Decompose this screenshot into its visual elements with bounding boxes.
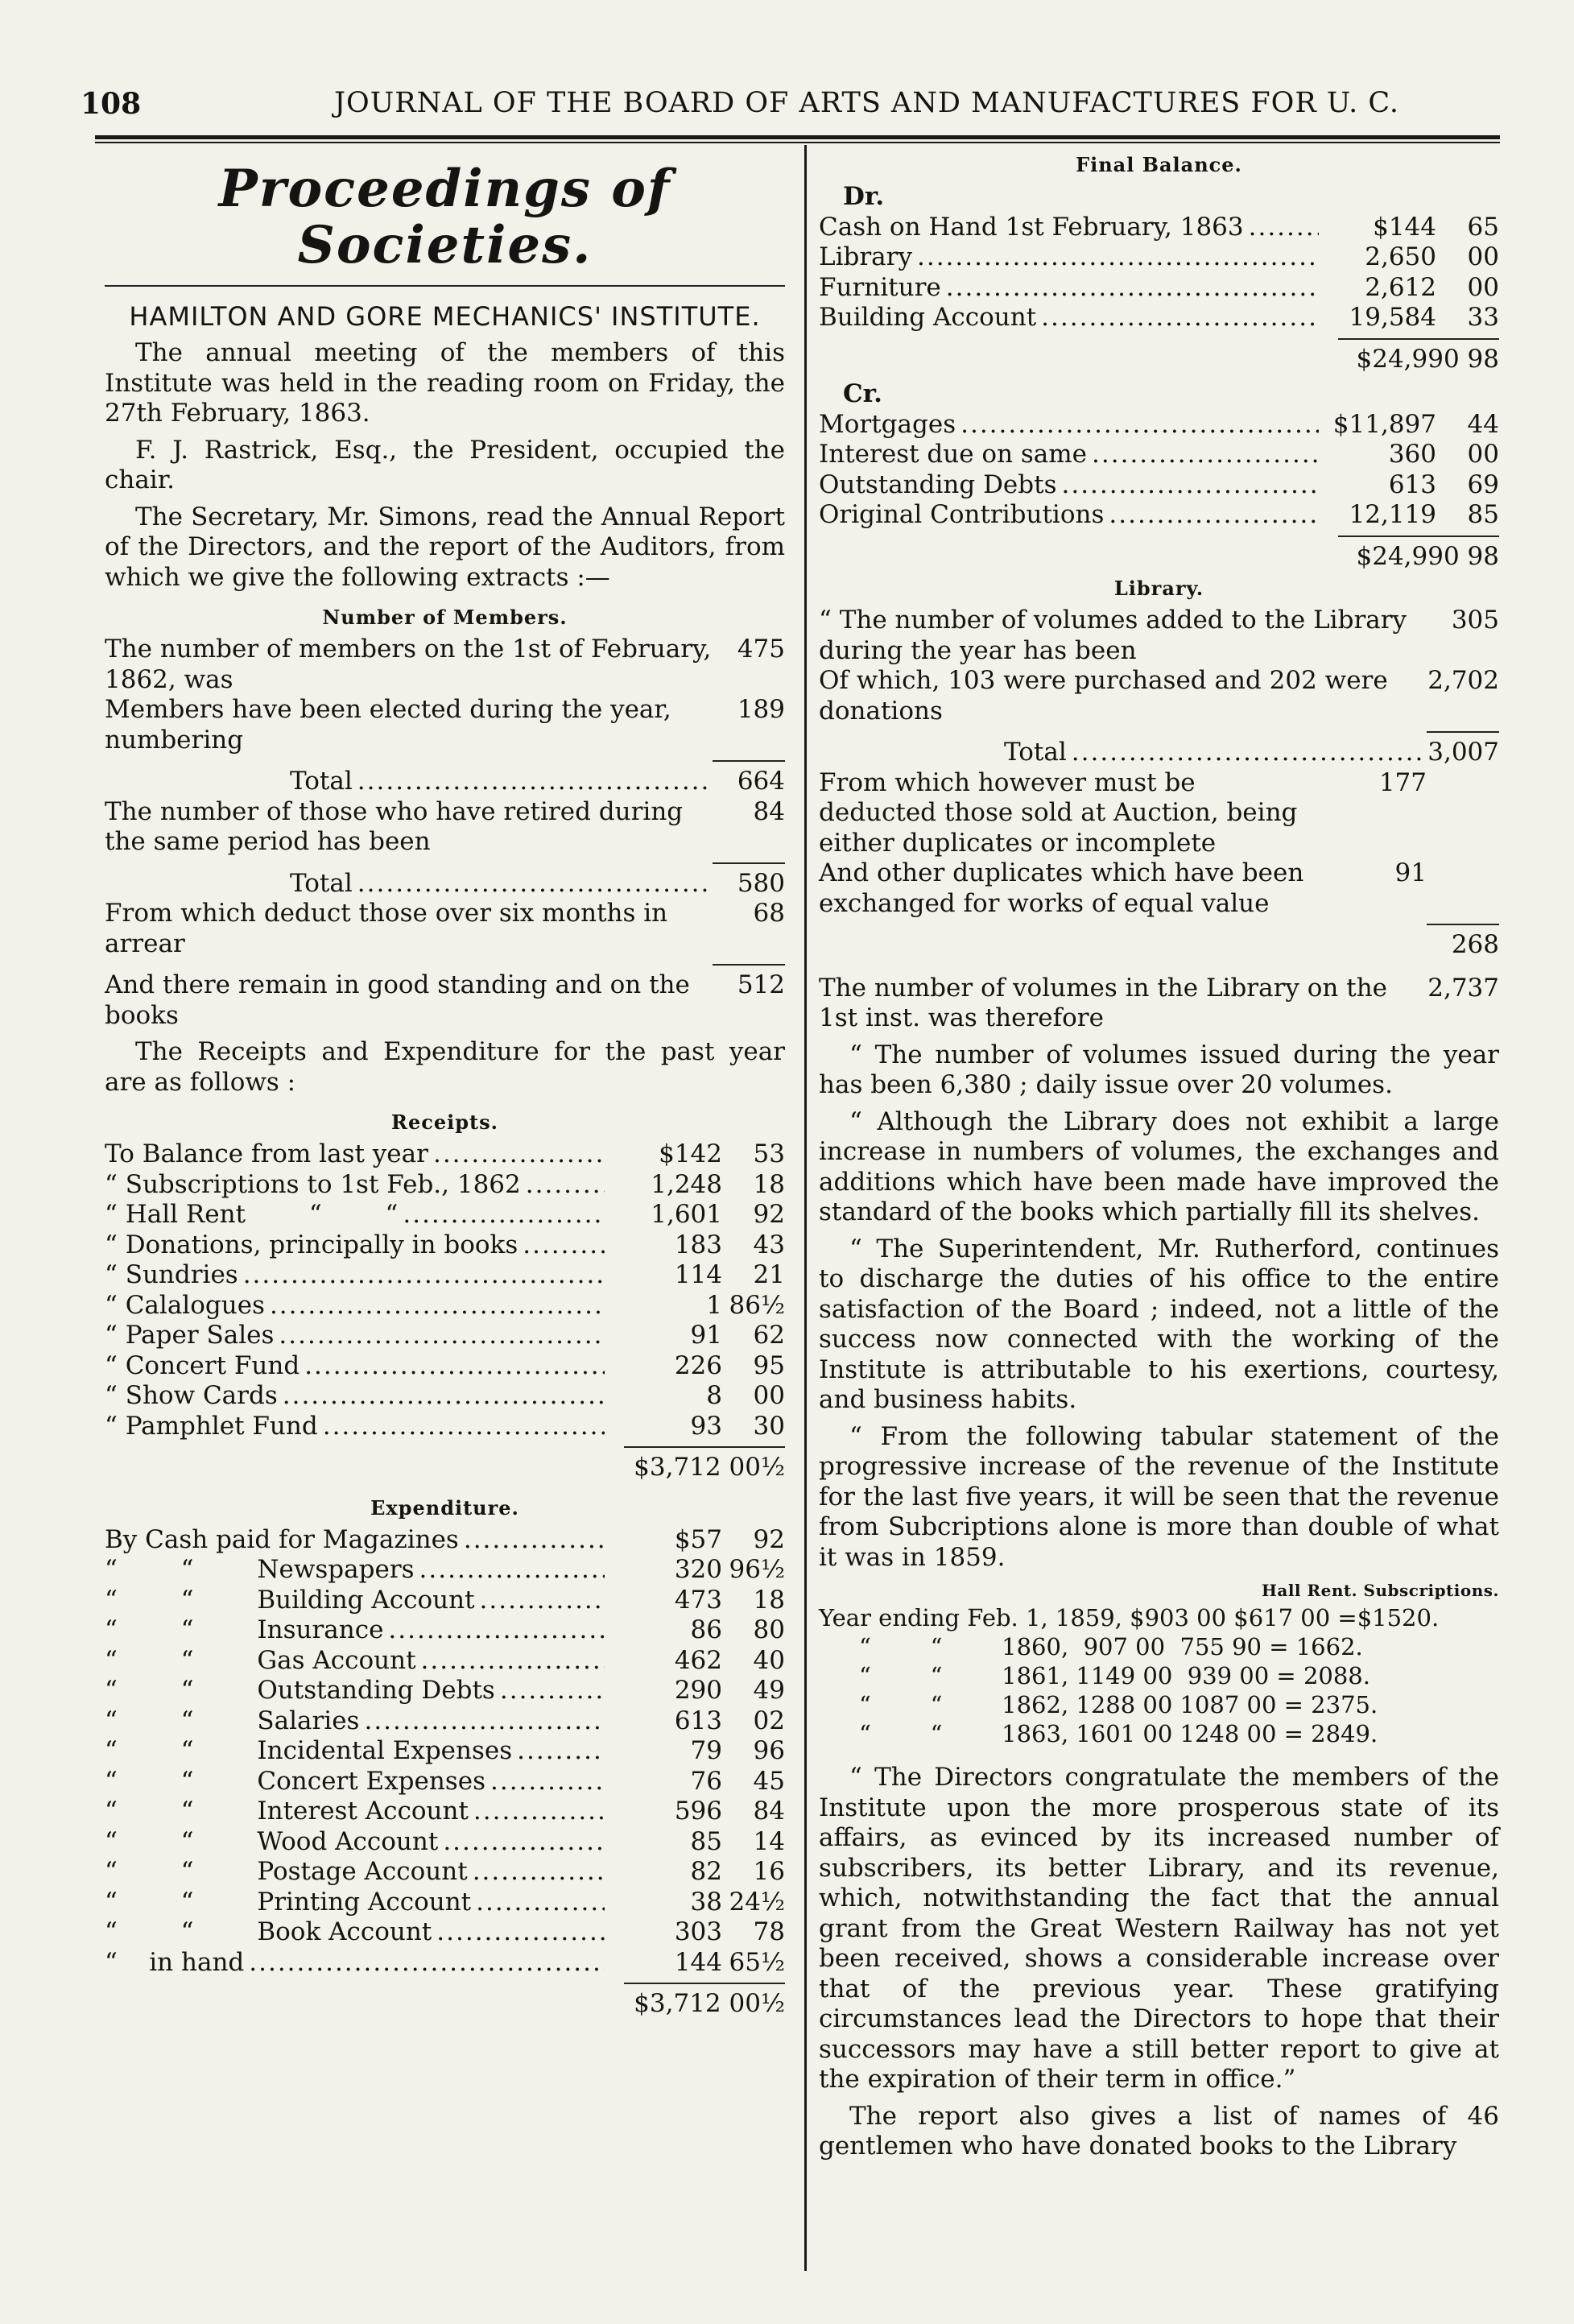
ledger-row: “ Paper Sales ..... 91 62: [105, 1321, 785, 1351]
report-paragraph: “ The Superintendent, Mr. Rutherford, continues to discharge the duties of his office to the entire satisfaction of the Board ; indeed, not a little of the success now connected with the working of the Institute is attributable to his exertions, courtesy, and business habits.: [819, 1234, 1499, 1414]
receipts-intro: The Receipts and Expenditure for the past year are as follows :: [105, 1037, 785, 1097]
ledger-row: “ “ Incidental Expenses ..... 79 96: [105, 1736, 785, 1767]
expenditure-heading: Expenditure.: [370, 1495, 519, 1520]
ledger-row: “ “ Insurance ..... 86 80: [105, 1615, 785, 1646]
ledger-row: “ Hall Rent “ “ ..... 1,601 92: [105, 1200, 785, 1230]
members-table: [105, 635, 785, 1031]
receipts-table: [105, 1139, 785, 1441]
library-row: The number of volumes in the Library on the 1st inst. was therefore 2,737: [819, 973, 1499, 1032]
ledger-row: “ “ Book Account ..... 303 78: [105, 1917, 785, 1948]
ledger-row: “ Sundries ..... 114 21: [105, 1260, 785, 1291]
final-balance-heading: Final Balance.: [1076, 153, 1242, 176]
ledger-row: “ “ Concert Expenses ..... 76 45: [105, 1767, 785, 1797]
members-heading: Number of Members.: [322, 606, 568, 629]
revenue-row: “ “ 1860, 907 00 755 90 = 1662.: [859, 1633, 1363, 1660]
ledger-row: Original Contributions ..... 12,119 85: [819, 500, 1499, 531]
members-row: Members have been elected during the year, numbering 189: [105, 695, 785, 755]
members-row: From which deduct those over six months in arrear 68: [105, 899, 785, 958]
revenue-table: [819, 1603, 1499, 1748]
section-rule: [105, 285, 785, 287]
ledger-row: “ “ Gas Account ..... 462 40: [105, 1646, 785, 1677]
report-paragraph: “ Although the Library does not exhibit a large increase in numbers of volumes, the exchanges and additions which have been made have improved the standard of the books which partially fill its shelves.: [819, 1106, 1499, 1226]
ledger-row: Mortgages ..... $11,897 44: [819, 410, 1499, 440]
library-row: From which however must be deducted those sold at Auction, being either duplicates or incomplete 177: [819, 767, 1427, 858]
members-row: The number of members on the 1st of February, 1862, was 475: [105, 635, 785, 694]
page-header: [81, 82, 1522, 130]
ledger-row: Furniture ..... 2,612 00: [819, 273, 1499, 304]
ledger-row: “ “ Wood Account ..... 85 14: [105, 1827, 785, 1858]
ledger-row: Library ..... 2,650 00: [819, 242, 1499, 273]
revenue-row: “ “ 1861, 1149 00 939 00 = 2088.: [859, 1662, 1370, 1689]
revenue-row: “ “ 1862, 1288 00 1087 00 = 2375.: [859, 1691, 1378, 1718]
members-row: The number of those who have retired during the same period has been 84: [105, 796, 785, 856]
intro-paragraph: The Secretary, Mr. Simons, read the Annual Report of the Directors, and the report of the Auditors, from which we give the following extracts :—: [105, 502, 785, 592]
cr-label: Cr.: [843, 379, 882, 408]
ledger-row: “ in hand ..... 144 65½: [105, 1948, 785, 1979]
members-row: And there remain in good standing and on the books 512: [105, 970, 785, 1030]
ledger-row: By Cash paid for Magazines ..... $57 92: [105, 1525, 785, 1556]
revenue-row: Year ending Feb. 1, 1859, $903 00 $617 00 =$1520.: [819, 1604, 1440, 1631]
ledger-row: Building Account ..... 19,584 33: [819, 303, 1499, 333]
ledger-row: “ “ Building Account ..... 473 18: [105, 1586, 785, 1616]
section-heading: Proceedings of Societies.: [218, 159, 671, 275]
ledger-row: Cash on Hand 1st February, 1863 ..... $144 65: [819, 213, 1499, 243]
revenue-table-header: Hall Rent. Subscriptions.: [1261, 1581, 1499, 1600]
right-column: [819, 153, 1499, 2169]
library-row: And other duplicates which have been exchanged for works of equal value 91: [819, 858, 1427, 918]
ledger-row: To Balance from last year ..... $142 53: [105, 1139, 785, 1170]
ledger-row: “ “ Postage Account ..... 82 16: [105, 1857, 785, 1888]
journal-title: JOURNAL OF THE BOARD OF ARTS AND MANUFACTURES FOR U. C.: [334, 87, 1400, 119]
ledger-row: “ “ Salaries ..... 613 02: [105, 1706, 785, 1737]
ledger-row: “ Pamphlet Fund ..... 93 30: [105, 1412, 785, 1442]
credit-table: [819, 410, 1499, 531]
receipts-total: $3,712 00½: [634, 1453, 785, 1482]
ledger-row: Outstanding Debts ..... 613 69: [819, 470, 1499, 501]
report-paragraph: The report also gives a list of names of 46 gentlemen who have donated books to the Library: [819, 2101, 1499, 2161]
header-rule: [95, 135, 1500, 139]
report-paragraph: “ From the following tabular statement of the progressive increase of the revenue of the Institute for the last five years, it will be seen that the revenue from Subcriptions alone is more than double of what it was in 1859.: [819, 1421, 1499, 1572]
intro-paragraph: The annual meeting of the members of this Institute was held in the reading room on Friday, the 27th February, 1863.: [105, 338, 785, 428]
ledger-row: “ “ Newspapers ..... 320 96½: [105, 1555, 785, 1586]
ledger-row: “ “ Printing Account ..... 38 24½: [105, 1888, 785, 1918]
receipts-heading: Receipts.: [391, 1110, 498, 1134]
revenue-row: “ “ 1863, 1601 00 1248 00 = 2849.: [859, 1720, 1378, 1747]
ledger-row: “ “ Interest Account ..... 596 84: [105, 1797, 785, 1827]
report-paragraph: “ The number of volumes issued during the year has been 6,380 ; daily issue over 20 volumes.: [819, 1040, 1499, 1099]
library-total: Total ..... 3,007: [819, 738, 1499, 768]
debit-table: [819, 213, 1499, 333]
dr-label: Dr.: [843, 182, 885, 211]
members-total: Total ..... 580: [105, 869, 785, 899]
library-table: [819, 606, 1499, 1034]
library-row: Of which, 103 were purchased and 202 were donations 2,702: [819, 666, 1499, 726]
ledger-row: “ Show Cards ..... 8 00: [105, 1381, 785, 1412]
library-row: “ The number of volumes added to the Library during the year has been 305: [819, 606, 1499, 665]
ledger-row: “ Subscriptions to 1st Feb., 1862 ..... 1,248 18: [105, 1170, 785, 1201]
page-number: 108: [81, 87, 142, 121]
ledger-row: Interest due on same ..... 360 00: [819, 440, 1499, 470]
credit-total: $24,990 98: [1356, 541, 1499, 571]
expenditure-table: [105, 1525, 785, 1979]
ledger-row: “ Donations, principally in books ..... 183 43: [105, 1230, 785, 1261]
intro-paragraph: F. J. Rastrick, Esq., the President, occupied the chair.: [105, 435, 785, 494]
library-deduct-total: 268: [1451, 930, 1499, 959]
ledger-row: “ Calalogues ..... 1 86½: [105, 1291, 785, 1321]
ledger-row: “ “ Outstanding Debts ..... 290 49: [105, 1676, 785, 1706]
ledger-row: “ Concert Fund ..... 226 95: [105, 1351, 785, 1382]
left-column: [105, 153, 785, 2024]
expenditure-total: $3,712 00½: [634, 1989, 785, 2018]
members-total: Total ..... 664: [105, 767, 785, 797]
debit-total: $24,990 98: [1356, 344, 1499, 374]
library-heading: Library.: [1113, 577, 1204, 600]
column-divider: [804, 145, 807, 2271]
header-rule-thin: [95, 142, 1500, 143]
report-paragraph: “ The Directors congratulate the members of the Institute upon the more prosperous state of its affairs, as evinced by its increased number of subscribers, its better Library, and its revenue, which, notwithstanding the fact that the annual grant from the Great Western Railway has not yet been received, shows a considerable increase over that of the previous year. These gratifying circumstances lead the Directors to hope that their successors may have a still better report to give at the expiration of their term in office.”: [819, 1763, 1499, 2094]
article-title: HAMILTON AND GORE MECHANICS' INSTITUTE.: [129, 301, 761, 332]
